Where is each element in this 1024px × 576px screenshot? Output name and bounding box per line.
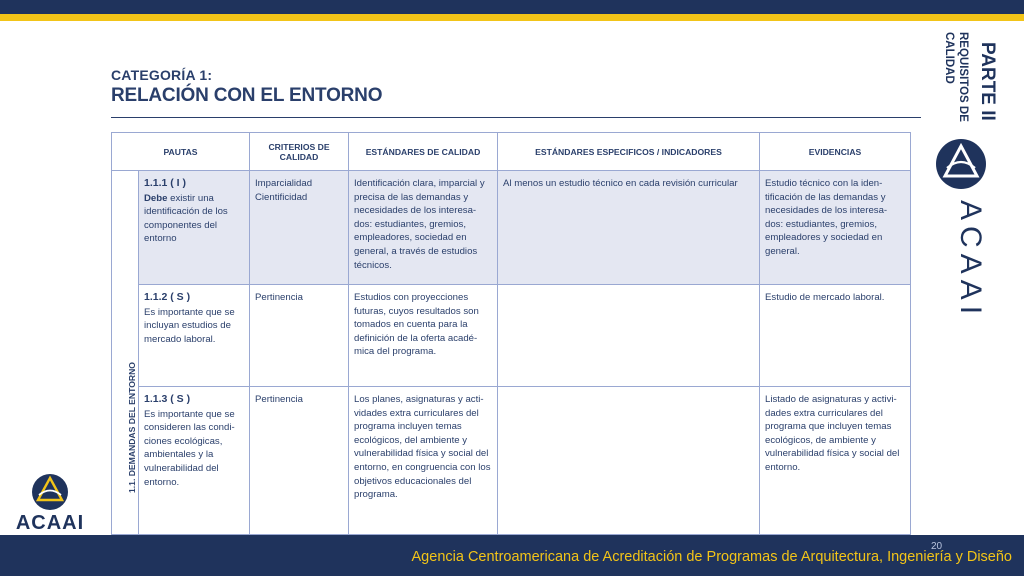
pauta-code: 1.1.2 ( S ) — [144, 291, 191, 303]
column-header-indicators: ESTÁNDARES ESPECIFICOS / INDICADORES — [498, 133, 760, 171]
pauta-description: Es importante que se consideren las condi-ciones ecológicas, ambientales y la vulnerabilidad del entorno. — [144, 408, 235, 488]
logo-text-footer: ACAAI — [15, 512, 85, 534]
column-header-pautas: PAUTAS — [112, 133, 250, 171]
pauta-code: 1.1.1 ( I ) — [144, 177, 187, 189]
pauta-cell — [139, 171, 250, 285]
column-header-criteria: CRITERIOS DE CALIDAD — [250, 133, 349, 171]
evidence-cell: Listado de asignaturas y activi-dades extra curriculares del programa que incluyen temas ecológicos, de ambiente y vulnerabilidad física y social del entorno. — [760, 387, 911, 535]
criteria-cell: Imparcialidad Cientificidad — [250, 171, 349, 285]
pauta-cell — [139, 387, 250, 535]
requirements-table — [111, 132, 911, 535]
acaai-logo-footer — [10, 472, 90, 534]
logo-text-vertical: ACAAI — [954, 200, 987, 321]
table-header-row — [112, 133, 911, 171]
acaai-emblem-icon — [935, 138, 987, 190]
top-gold-bar — [0, 14, 1024, 21]
indicators-cell: Al menos un estudio técnico en cada revisión curricular — [498, 171, 760, 285]
criteria-cell: Pertinencia — [250, 285, 349, 387]
acaai-logo-vertical — [935, 138, 987, 338]
pauta-description: Es importante que se incluyan estudios de mercado laboral. — [144, 306, 235, 345]
section-side-label: 1.1. DEMANDAS DEL ENTORNO — [127, 362, 137, 493]
column-header-standards: ESTÁNDARES DE CALIDAD — [349, 133, 498, 171]
category-heading — [111, 68, 382, 105]
category-title: RELACIÓN CON EL ENTORNO — [111, 85, 383, 106]
requirements-label: REQUISITOS DE CALIDAD — [943, 32, 969, 122]
table-row — [112, 171, 911, 285]
column-header-evidence: EVIDENCIAS — [760, 133, 911, 171]
table-row — [112, 285, 911, 387]
footer-bar — [0, 535, 1024, 576]
table-row — [112, 387, 911, 535]
heading-rule — [111, 117, 921, 118]
part-vertical-title — [922, 30, 998, 120]
standards-cell: Los planes, asignaturas y acti-vidades extra curriculares del programa incluyen temas ecológicos, del ambiente y vulnerabilidad física y social del entorno, en congruencia con los objetivos educacionales del programa. — [349, 387, 498, 535]
part-label: PARTE II — [977, 42, 998, 121]
category-label: CATEGORÍA 1: — [111, 67, 213, 83]
indicators-cell — [498, 387, 760, 535]
pauta-code: 1.1.3 ( S ) — [144, 393, 191, 405]
pauta-cell — [139, 285, 250, 387]
top-navy-bar — [0, 0, 1024, 14]
agency-name: Agencia Centroamericana de Acreditación de Programas de Arquitectura, Ingeniería y Diseño — [411, 549, 1012, 565]
acaai-emblem-icon — [10, 472, 90, 512]
pauta-description: Debe existir una identificación de los componentes del entorno — [144, 192, 228, 245]
standards-cell: Identificación clara, imparcial y precisa de las demandas y necesidades de los interesa-dos: estudiantes, gremios, empleadores, sociedad en general, a través de estudios técnicos. — [349, 171, 498, 285]
evidence-cell: Estudio de mercado laboral. — [760, 285, 911, 387]
criteria-cell: Pertinencia — [250, 387, 349, 535]
section-side-cell — [112, 171, 139, 535]
slide-number: 20 — [931, 541, 943, 552]
evidence-cell: Estudio técnico con la iden-tificación de las demandas y necesidades de los interesa-dos: estudiantes, gremios, empleadores y sociedad en general. — [760, 171, 911, 285]
indicators-cell — [498, 285, 760, 387]
standards-cell: Estudios con proyecciones futuras, cuyos resultados son tomados en cuenta para la definición de la oferta acadé-mica del programa. — [349, 285, 498, 387]
